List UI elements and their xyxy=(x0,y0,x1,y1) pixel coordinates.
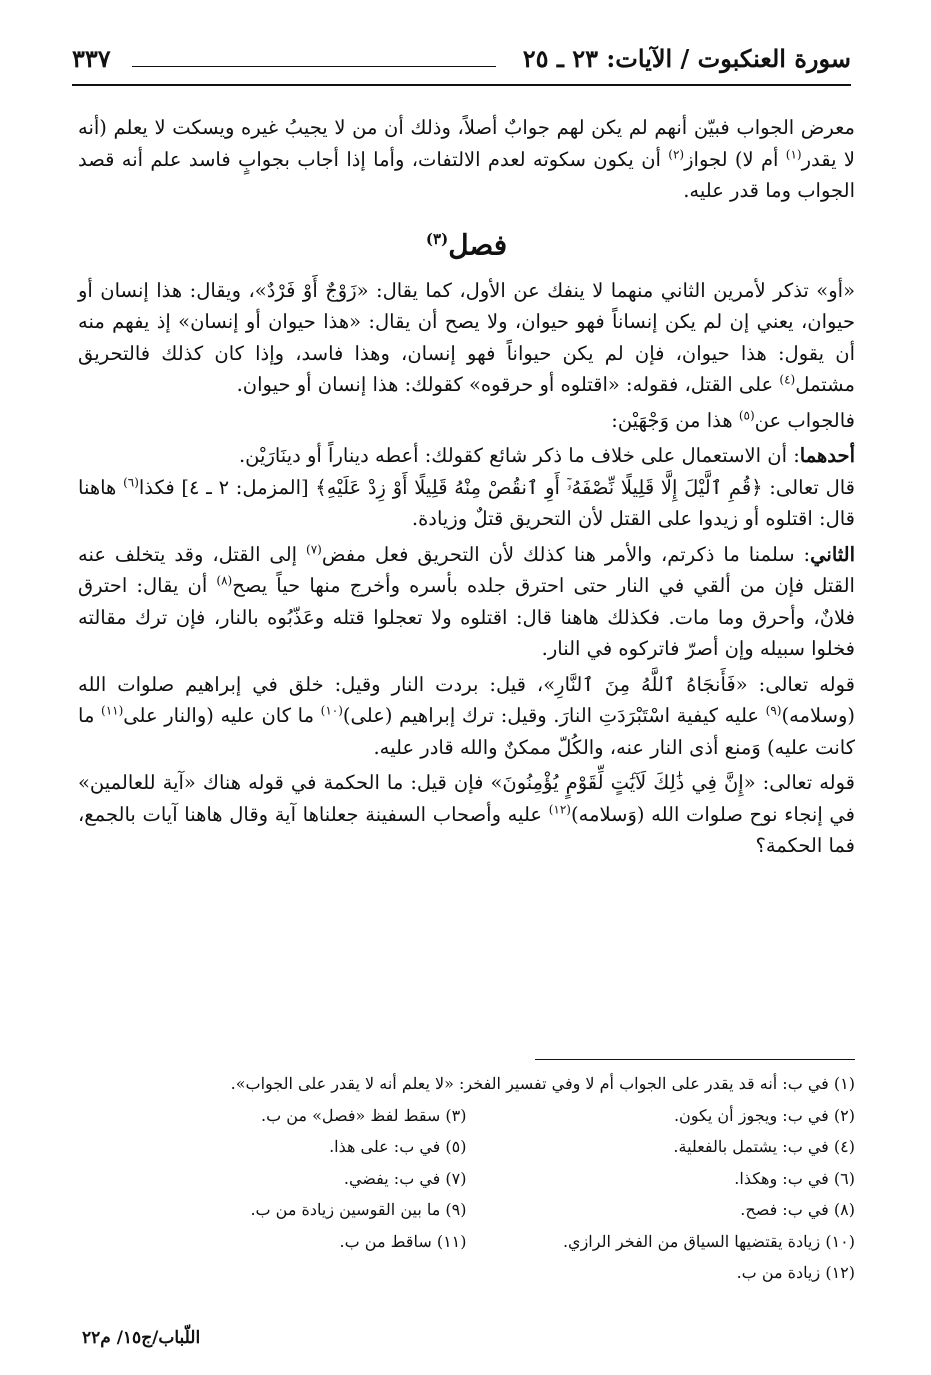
footnote-ref: (٦) xyxy=(123,475,139,490)
text-run: أم لا) لجواز xyxy=(684,147,786,171)
text-run: قوله تعالى: «فَأَنجَاهُ ٱللَّهُ مِنَ ٱلنَّارِ»، قيل: بردت النار وقيل: خلق في إبراهيم صلوات الله (وسلامه) xyxy=(78,672,855,728)
header-dash-line xyxy=(132,66,496,67)
text-run: أن يكون سكوته لعدم الالتفات، وأما إذا أجاب بجوابٍ فاسد علم أنه قصد الجواب وما قدر عليه. xyxy=(78,147,855,202)
paragraph-5 xyxy=(78,472,855,535)
footnote-ref: (٣) xyxy=(425,229,449,248)
lead-word: أحدهما xyxy=(799,444,855,468)
text-run: هذا من وَجْهَيْن: xyxy=(611,408,739,432)
paragraph-3 xyxy=(78,405,855,437)
text-run: عليه وأصحاب السفينة جعلناها آية وقال هاهنا آيات بالجمع، فما الحكمة؟ xyxy=(78,802,855,858)
text-run: إلى القتل، وقد يتخلف عنه القتل فإن من ألقي في النار حتى احترق جلده بأسره وأخرج منها حياً يصح xyxy=(78,542,855,598)
footnote-ref: (٢) xyxy=(668,147,685,161)
footnote-ref: (٥) xyxy=(738,408,755,423)
footnote-ref: (١٠) xyxy=(320,703,343,718)
footnote-ref: (١٢) xyxy=(548,802,571,817)
footnotes xyxy=(78,1068,855,1289)
page-number: ٣٣٧ xyxy=(72,44,111,73)
footnote-3: (٣) سقط لفظ «فصل» من ب. xyxy=(261,1105,467,1125)
footnote-10: (١٠) زيادة يقتضيها السياق من الفخر الرازي. xyxy=(562,1231,855,1251)
section-heading xyxy=(78,219,855,265)
footnote-ref: (٧) xyxy=(306,542,322,557)
paragraph-2 xyxy=(78,275,855,401)
footnote-5: (٥) في ب: على هذا. xyxy=(329,1137,467,1156)
footnote-9: (٩) ما بين القوسين زيادة من ب. xyxy=(250,1200,467,1219)
paragraph-8 xyxy=(78,767,855,862)
text-run: «أو» تذكر لأمرين الثاني منهما لا ينفك عن الأول، كما يقال: «زَوْجٌ أَوْ فَرْدٌ»، ويقال: هذا إنسان أو حيوان، يعني إن لم يكن إنساناً فهو حيوان، ولا يصح أن يقال: «هذا حيوان أو إنسان» إذ يفهم منه أن يقول: هذا حيوان، فإن لم يكن حيواناً فهو إنسان، وهذا فاسد، وإذا كان كذلك فالتحريق مشتمل xyxy=(78,278,855,397)
paragraph-7 xyxy=(78,669,855,764)
footnote-ref: (١١) xyxy=(101,703,124,718)
footnote-8: (٨) في ب: فصح. xyxy=(740,1200,855,1219)
paragraph-4 xyxy=(78,440,855,472)
footnote-6: (٦) في ب: وهكذا. xyxy=(734,1168,855,1188)
footnote-ref: (٨) xyxy=(216,573,233,588)
main-text xyxy=(78,112,855,862)
text-run: فالجواب عن xyxy=(754,408,855,432)
paragraph-1 xyxy=(78,112,855,207)
text-run: : أن الاستعمال على خلاف ما ذكر شائع كقولك: أعطه ديناراً أو دينَارَيْن. xyxy=(238,444,800,468)
lead-word: الثاني xyxy=(810,542,856,566)
section-title: فصل xyxy=(448,227,508,261)
text-run: قال تعالى: ﴿قُمِ ٱلَّيْلَ إِلَّا قَلِيلًا نِّصْفَهُۥٓ أَوِ ٱنقُصْ مِنْهُ قَلِيلًا أَوْ زِدْ عَلَيْهِ﴾ [المزمل: ٢ ـ ٤] فكذا xyxy=(138,475,855,499)
text-run: أن يقال: احترق فلانٌ، وأحرق وما مات. فكذلك هاهنا قال: اقتلوه ولا تعجلوا قتله وعَذّبُوه بالنار، فإن ترك مقالته فخلوا سبيله وإن أصرّ فاتركوه في النار. xyxy=(78,574,855,661)
footnote-ref: (١) xyxy=(785,147,802,161)
footnote-11: (١١) ساقط من ب. xyxy=(339,1231,467,1251)
text-run: : سلمنا ما ذكرتم، والأمر هنا كذلك لأن التحريق فعل مفض xyxy=(321,542,811,566)
text-run: ما كان عليه (والنار على xyxy=(123,704,321,728)
paragraph-6 xyxy=(78,539,855,665)
footnote-separator xyxy=(535,1059,855,1060)
text-run: على القتل، فقوله: «اقتلوه أو حرقوه» كقولك: هذا إنسان أو حيوان. xyxy=(236,373,780,397)
page-header xyxy=(72,40,851,86)
footnote-2: (٢) في ب: ويجوز أن يكون. xyxy=(673,1105,855,1125)
footnote-ref: (٤) xyxy=(779,372,796,387)
header-rule xyxy=(72,84,851,86)
text-run: قوله تعالى: «إِنَّ فِي ذَٰلِكَ لَآيَٰتٍ لِّقَوْمٍ يُؤْمِنُونَ» فإن قيل: ما الحكمة في قوله هناك «آية للعالمين» في إنجاء نوح صلوات الله (وَسلامه) xyxy=(78,771,855,826)
footnote-7: (٧) في ب: يفضي. xyxy=(343,1168,467,1188)
running-head: سورة العنكبوت / الآيات: ٢٣ ـ ٢٥ xyxy=(522,44,851,73)
text-run: هاهنا قال: اقتلوه أو زيدوا على القتل لأن التحريق قتلٌ وزيادة. xyxy=(78,475,855,531)
text-run: ما كانت عليه) وَمنع أذى النار عنه، والكُلّ ممكنٌ والله قادر عليه. xyxy=(78,704,855,759)
signature-mark: اللّباب/ج١٥/ م٢٢ xyxy=(82,1328,201,1348)
text-run: عليه كيفية اسْتَبْرَدَتِ النارَ. وقيل: ترك إبراهيم (على) xyxy=(342,704,766,728)
footnote-4: (٤) في ب: يشتمل بالفعلية. xyxy=(673,1137,855,1156)
text-run: معرض الجواب فبيّن أنهم لم يكن لهم جوابٌ أصلاً، وذلك أن من لا يجيبُ غيره ويسكت لا يعلم (أنه لا يقدر xyxy=(78,116,856,171)
footnote-ref: (٩) xyxy=(765,703,782,718)
footnote-12: (١٢) زيادة من ب. xyxy=(736,1263,855,1282)
footnote-1: (١) في ب: أنه قد يقدر على الجواب أم لا وفي تفسير الفخر: «لا يعلم أنه لا يقدر على الجواب». xyxy=(230,1074,855,1093)
